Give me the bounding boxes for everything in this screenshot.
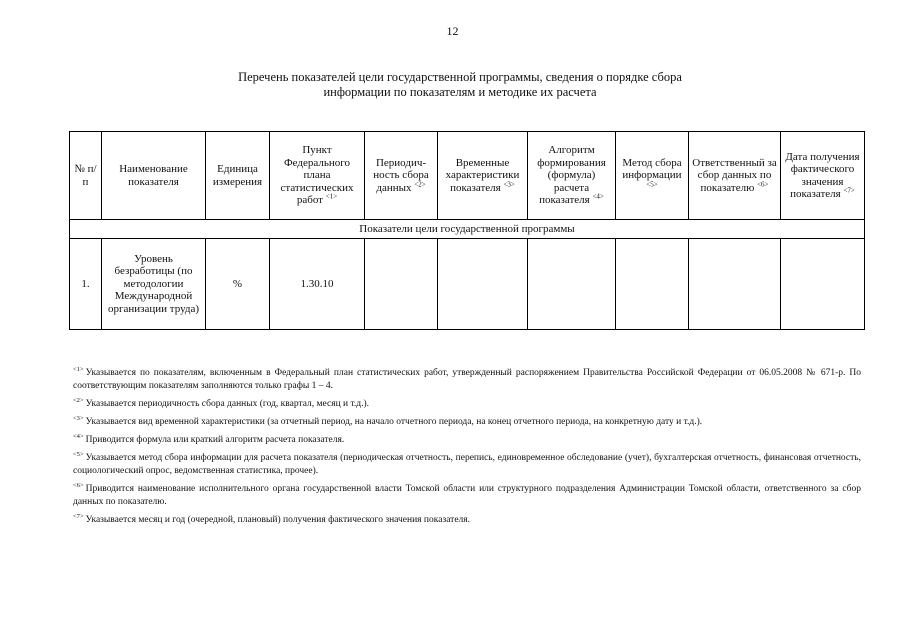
footnote-3: $^{<3>}$ Указывается вид временной характеристики (за отчетный период, на начало отчетного периода, на конец отчетного периода, на конкретную дату и т.д.). bbox=[73, 414, 703, 427]
footnote-mark-2: <2> bbox=[73, 396, 84, 404]
header-indicator-name: Наименование показателя bbox=[102, 132, 206, 220]
cell-responsible bbox=[689, 239, 781, 330]
footnote-7: $^{<7>}$ Указывается месяц и год (очередной, плановый) получения фактического значения показателя. bbox=[73, 512, 471, 525]
cell-indicator-name: Уровень безработицы (по методологии Международной организации труда) bbox=[102, 239, 206, 330]
table-row bbox=[70, 239, 865, 330]
title-line-1: Перечень показателей цели государственной программы, сведения о порядке сбора bbox=[238, 70, 682, 84]
footnote-mark-5: <5> bbox=[73, 450, 84, 458]
footnote-5: $^{<5>}$ Указывается метод сбора информации для расчета показателя (периодическая отчетность, перепись, единовременное обследование (учет), бухгалтерская отчетность, финансовая отчетность, социологический опрос, ведомственная статистика, прочее). bbox=[73, 450, 861, 476]
header-collection-method: Метод сбора информации $^{<5>}$ bbox=[616, 132, 689, 220]
header-unit: Единица измерения bbox=[206, 132, 270, 220]
cell-algorithm bbox=[528, 239, 616, 330]
cell-actual-date bbox=[781, 239, 865, 330]
indicators-table bbox=[69, 131, 865, 330]
header-responsible: Ответственный за сбор данных по показателю $^{<6>}$ bbox=[689, 132, 781, 220]
page-number: 12 bbox=[446, 24, 459, 38]
cell-plan-item: 1.30.10 bbox=[270, 239, 365, 330]
header-time-characteristics: Временные характеристики показателя $^{<3>}$ bbox=[438, 132, 528, 220]
header-plan-item: Пункт Федерального плана статистических работ $^{<1>}$ bbox=[270, 132, 365, 220]
table-header-row bbox=[70, 132, 865, 220]
title-line-2: информации по показателям и методике их расчета bbox=[323, 85, 597, 99]
header-number: № п/п bbox=[70, 132, 102, 220]
header-actual-date: Дата получения фактического значения показателя $^{<7>}$ bbox=[781, 132, 865, 220]
cell-periodicity bbox=[365, 239, 438, 330]
footnote-ref-3: <3> bbox=[503, 180, 515, 189]
footnote-4: $^{<4>}$ Приводится формула или краткий алгоритм расчета показателя. bbox=[73, 432, 345, 445]
header-algorithm: Алгоритм формирования (формула) расчета показателя $^{<4>}$ bbox=[528, 132, 616, 220]
footnote-ref-6: <6> bbox=[757, 180, 769, 189]
footnote-ref-1: <1> bbox=[325, 192, 338, 201]
section-row bbox=[70, 220, 865, 239]
footnote-ref-2: <2> bbox=[414, 180, 426, 189]
footnote-ref-5: <5> bbox=[646, 180, 658, 189]
footnote-mark-1: <1> bbox=[73, 365, 84, 373]
header-periodicity: Периодич-ность сбора данных $^{<2>}$ bbox=[365, 132, 438, 220]
footnote-mark-6: <6> bbox=[73, 481, 84, 489]
footnote-2: $^{<2>}$ Указывается периодичность сбора данных (год, квартал, месяц и т.д.). bbox=[73, 396, 370, 409]
footnote-mark-4: <4> bbox=[73, 432, 84, 440]
footnote-mark-3: <3> bbox=[73, 414, 84, 422]
footnote-ref-7: <7> bbox=[843, 186, 855, 195]
cell-time-characteristics bbox=[438, 239, 528, 330]
cell-unit: % bbox=[206, 239, 270, 330]
cell-collection-method bbox=[616, 239, 689, 330]
document-title bbox=[200, 70, 720, 100]
footnote-6: $^{<6>}$ Приводится наименование исполнительного органа государственной власти Томской области или структурного подразделения Администрации Томской области, ответственного за сбор данных по показателю. bbox=[73, 481, 861, 507]
cell-number: 1. bbox=[70, 239, 102, 330]
footnote-ref-4: <4> bbox=[592, 192, 604, 201]
footnote-mark-7: <7> bbox=[73, 512, 84, 520]
footnotes bbox=[73, 367, 861, 532]
section-title: Показатели цели государственной программы bbox=[70, 220, 865, 239]
footnote-1: $^{<1>}$ Указывается по показателям, включенным в Федеральный план статистических работ, утвержденный распоряжением Правительства Российской Федерации от 06.05.2008 № 671-р. По соответствующим показателям заполняются только графы 1 – 4. bbox=[73, 365, 861, 391]
